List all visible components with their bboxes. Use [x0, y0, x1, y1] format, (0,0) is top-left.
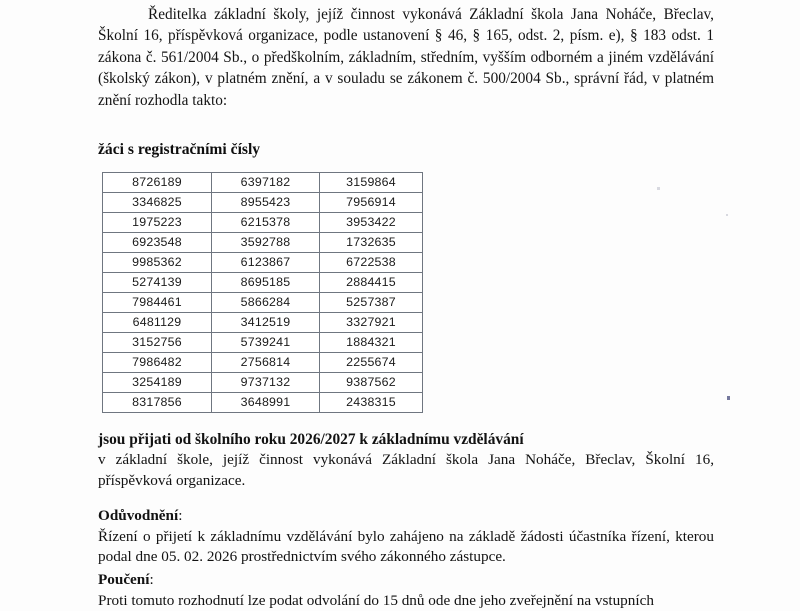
registration-number-cell: 6397182 — [212, 173, 320, 193]
registration-number-cell: 8955423 — [212, 193, 320, 213]
registration-number-cell: 5274139 — [103, 273, 212, 293]
registration-number-cell: 3346825 — [103, 193, 212, 213]
acceptance-title: jsou přijati od školního roku 2026/2027 k základnímu vzdělávání — [98, 431, 524, 448]
registration-number-cell: 7984461 — [103, 293, 212, 313]
table-row — [103, 373, 423, 393]
instruction-heading — [98, 570, 798, 591]
reason-section — [98, 506, 714, 568]
registration-number-cell: 6923548 — [103, 233, 212, 253]
registration-number-cell: 5739241 — [212, 333, 320, 353]
registration-number-cell: 3953422 — [320, 213, 423, 233]
registration-number-cell: 1884321 — [320, 333, 423, 353]
acceptance-section — [98, 430, 714, 491]
registration-number-cell: 6722538 — [320, 253, 423, 273]
registration-number-cell: 8695185 — [212, 273, 320, 293]
table-row — [103, 313, 423, 333]
registration-number-cell: 2884415 — [320, 273, 423, 293]
registration-number-cell: 6123867 — [212, 253, 320, 273]
table-row — [103, 193, 423, 213]
registration-number-cell: 3592788 — [212, 233, 320, 253]
registration-number-cell: 3412519 — [212, 313, 320, 333]
table-row — [103, 273, 423, 293]
intro-paragraph: Ředitelka základní školy, jejíž činnost vykonává Základní škola Jana Noháče, Břeclav, Školní 16, příspěvková organizace, podle ustanovení § 46, § 165, odst. 2, písm. e), § 183 odst. 1 zákona č. 561/2004 Sb., o předškolním, základním, středním, vyšším odborném a jiném vzdělávání (školský zákon), v platném znění, a v souladu se zákonem č. 500/2004 Sb., správní řád, v platném znění rozhodla takto: — [98, 6, 714, 109]
registration-number-cell: 7956914 — [320, 193, 423, 213]
reason-body: Řízení o přijetí k základnímu vzdělávání bylo zahájeno na základě žádosti účastníka řízení, kterou podal dne 05. 02. 2026 prostřednictvím svého zákonného zástupce. — [98, 527, 714, 566]
table-row — [103, 333, 423, 353]
registration-number-cell: 2255674 — [320, 353, 423, 373]
table-row — [103, 233, 423, 253]
table-row — [103, 293, 423, 313]
registration-numbers-table-wrap — [102, 172, 423, 413]
instruction-section — [98, 570, 798, 611]
instruction-body: Proti tomuto rozhodnutí lze podat odvolání do 15 dnů ode dne jeho zveřejnění na vstupních — [98, 591, 654, 609]
registration-number-cell: 5866284 — [212, 293, 320, 313]
table-row — [103, 173, 423, 193]
registration-number-cell: 6481129 — [103, 313, 212, 333]
table-row — [103, 253, 423, 273]
registration-number-cell: 3254189 — [103, 373, 212, 393]
registration-number-cell: 3327921 — [320, 313, 423, 333]
table-row — [103, 393, 423, 413]
instruction-label: Poučení — [98, 571, 150, 588]
reason-colon: : — [178, 507, 183, 524]
instruction-colon: : — [149, 571, 154, 588]
table-row — [103, 353, 423, 373]
registration-number-cell: 9985362 — [103, 253, 212, 273]
registration-number-cell: 9387562 — [320, 373, 423, 393]
table-heading: žáci s registračními čísly — [98, 141, 261, 158]
registration-number-cell: 3648991 — [212, 393, 320, 413]
reason-label: Odůvodnění — [98, 507, 179, 524]
registration-number-cell: 8317856 — [103, 393, 212, 413]
registration-numbers-table — [102, 172, 423, 413]
registration-number-cell: 2438315 — [320, 393, 423, 413]
registration-number-cell: 8726189 — [103, 173, 212, 193]
registration-number-cell: 9737132 — [212, 373, 320, 393]
registration-number-cell: 3152756 — [103, 333, 212, 353]
scan-speckle — [726, 214, 728, 216]
table-heading-wrap — [98, 140, 260, 160]
scan-speckle — [727, 396, 730, 400]
intro-section — [98, 0, 714, 111]
registration-number-cell: 2756814 — [212, 353, 320, 373]
registration-number-cell: 7986482 — [103, 353, 212, 373]
registration-number-cell: 6215378 — [212, 213, 320, 233]
scan-speckle — [657, 187, 660, 190]
registration-number-cell: 1975223 — [103, 213, 212, 233]
table-row — [103, 213, 423, 233]
registration-number-cell: 5257387 — [320, 293, 423, 313]
reason-heading — [98, 506, 714, 527]
registration-number-cell: 3159864 — [320, 173, 423, 193]
registration-number-cell: 1732635 — [320, 233, 423, 253]
acceptance-body: v základní škole, jejíž činnost vykonává Základní škola Jana Noháče, Břeclav, Školní 16, příspěvková organizace. — [98, 451, 714, 489]
